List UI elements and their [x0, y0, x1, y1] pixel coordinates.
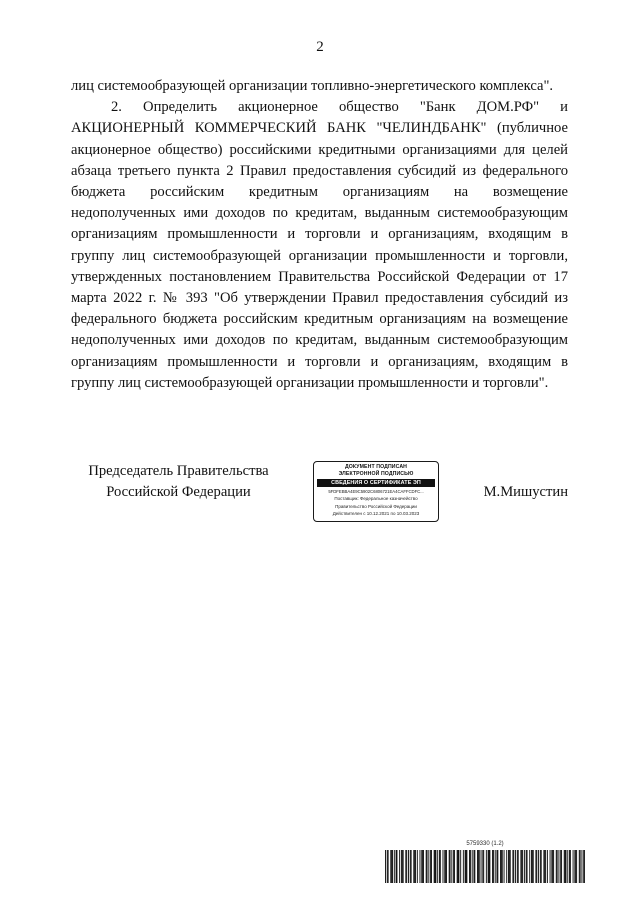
signatory-title-line-2: Российской Федерации [106, 484, 251, 500]
stamp-certificate-bar: СВЕДЕНИЯ О СЕРТИФИКАТЕ ЭП [317, 479, 435, 487]
stamp-issuer: Поставщик: Федеральное казначейство [334, 496, 418, 502]
stamp-validity: Действителен с 10.12.2021 по 10.03.2023 [332, 510, 420, 516]
document-body [71, 76, 568, 394]
electronic-signature-stamp [313, 461, 439, 522]
barcode-area [385, 840, 585, 888]
page-number: 2 [316, 39, 324, 55]
stamp-heading-line-1: ДОКУМЕНТ ПОДПИСАН [344, 464, 408, 470]
stamp-certificate-hash: 5FDFEBBA4E9C5902C6806721EA4CAFFCDFC... [328, 489, 424, 495]
barcode-label: 5759330 (1.2) [466, 841, 504, 847]
signatory-name: М.Мишустин [483, 484, 568, 500]
stamp-heading-line-2: ЭЛЕКТРОННОЙ ПОДПИСЬЮ [338, 470, 414, 477]
paragraph-continuation: лиц системообразующей организации топливно-энергетического комплекса". [71, 78, 554, 94]
signatory-title [71, 461, 286, 503]
signature-block [71, 461, 568, 531]
stamp-heading [314, 464, 438, 477]
barcode-image [385, 850, 585, 883]
stamp-owner: Правительство Российской Федерации [335, 503, 417, 509]
signatory-title-line-1: Председатель Правительства [88, 463, 269, 479]
paragraph-item-2: 2. Определить акционерное общество "Банк ДОМ.РФ" и АКЦИОНЕРНЫЙ КОММЕРЧЕСКИЙ БАНК "ЧЕЛИНДБАНК" (публичное акционерное общество) российскими кредитными организациями для целей абзаца третьего пункта 2 Правил предоставления субсидий из федерального бюджета российским кредитным организациям на возмещение недополученных ими доходов по кредитам, выданным системообразующим организациям промышленности и торговли и организациям, входящим в группу лиц системообразующей организации промышленности и торговли, утвержденных постановлением Правительства Российской Федерации от 17 марта 2022 г. № 393 "Об утверждении Правил предоставления субсидий из федерального бюджета российским кредитным организациям на возмещение недополученных ими доходов по кредитам, выданным системообразующим организациям промышленности и торговли и организациям, входящим в группу лиц системообразующей организации промышленности и торговли". [71, 99, 568, 391]
